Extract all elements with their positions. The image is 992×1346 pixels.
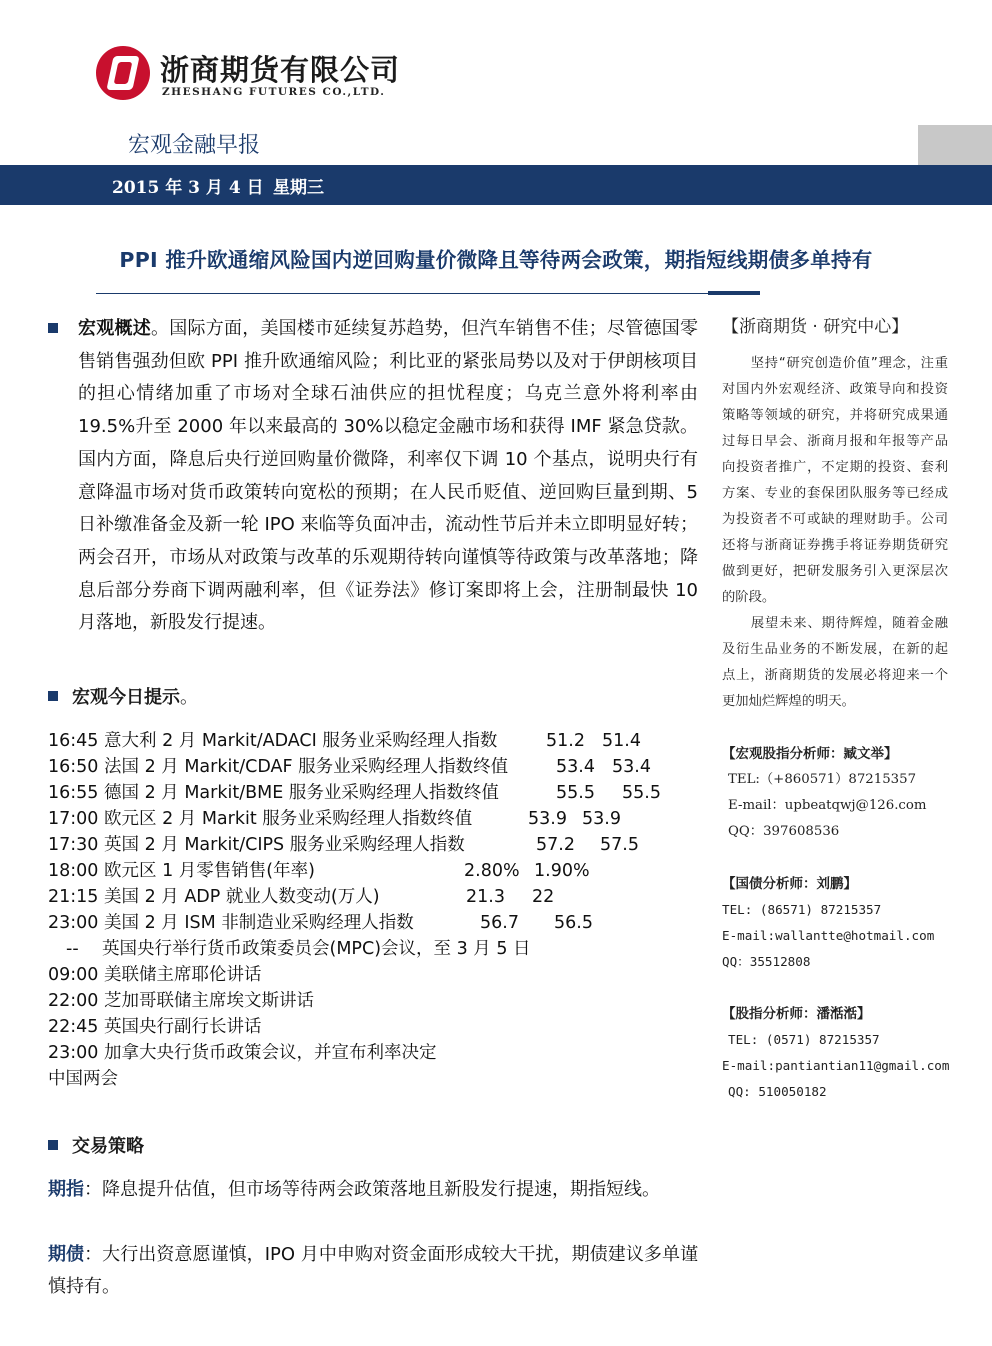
analyst-email[interactable]: E-mail:wallantte@hotmail.com bbox=[722, 928, 935, 943]
event-row bbox=[48, 962, 708, 988]
futures-index-label: 期指 bbox=[48, 1179, 84, 1200]
strategy-bond bbox=[48, 1239, 698, 1303]
bond-label: 期债 bbox=[48, 1244, 85, 1265]
analyst-tel: TEL:（+860571）87215357 bbox=[728, 772, 917, 787]
report-date: 2015 年 3 月 4 日 bbox=[112, 178, 264, 198]
event-forecast-value: 51.4 bbox=[602, 731, 641, 751]
event-previous-value: 56.7 bbox=[480, 913, 519, 933]
event-time: 17:00 bbox=[48, 809, 99, 829]
event-row bbox=[48, 988, 708, 1014]
event-time: 21:15 bbox=[48, 887, 99, 907]
event-forecast-value: 53.4 bbox=[612, 757, 651, 777]
sidebar-intro-text-1: 坚持“研究创造价值”理念，注重对国内外宏观经济、政策导向和投资策略等领域的研究，并将研究成果通过每日早会、浙商月报和年报等产品向投资者推广，不定期的投资、套利方案、专业的套保团队服务等已经成为投资者不可或缺的理财助手。公司还将与浙商证券携手将证券期货研究做到更好，把研发服务引入更深层次的阶段。 bbox=[722, 356, 948, 605]
event-forecast-value: 57.5 bbox=[600, 835, 639, 855]
analyst-role: 【股指分析师：潘湉湉】 bbox=[722, 1006, 871, 1022]
analyst-tel: TEL: (86571) 87215357 bbox=[722, 902, 882, 917]
event-description: 欧元区 1 月零售销售(年率) bbox=[104, 861, 315, 881]
event-row bbox=[48, 936, 708, 962]
today-section-heading bbox=[48, 683, 198, 709]
event-time: 16:50 bbox=[48, 757, 99, 777]
sidebar-intro-text-2: 展望未来、期待辉煌，随着金融及衍生品业务的不断发展，在新的起点上，浙商期货的发展必将迎来一个更加灿烂辉煌的明天。 bbox=[722, 616, 948, 709]
strategy-futures-index bbox=[48, 1174, 698, 1206]
strategy-section-heading bbox=[48, 1132, 144, 1158]
overview-label: 宏观概述 bbox=[78, 318, 151, 339]
macro-overview bbox=[78, 313, 698, 640]
event-description: 美国 2 月 ADP 就业人数变动(万人) bbox=[104, 887, 380, 907]
event-row bbox=[48, 884, 708, 910]
event-description: 美联储主席耶伦讲话 bbox=[104, 965, 262, 985]
event-row bbox=[48, 1014, 708, 1040]
event-previous-value: 53.4 bbox=[556, 757, 595, 777]
today-label: 宏观今日提示 bbox=[72, 687, 180, 708]
analyst-qq: QQ：35512808 bbox=[722, 954, 811, 969]
event-previous-value: 53.9 bbox=[528, 809, 567, 829]
event-description: 英国央行副行长讲话 bbox=[104, 1017, 262, 1037]
event-description: 意大利 2 月 Markit/ADACI 服务业采购经理人指数 bbox=[104, 731, 498, 751]
event-row bbox=[48, 910, 708, 936]
event-description: 芝加哥联储主席埃文斯讲话 bbox=[104, 991, 314, 1011]
event-list bbox=[48, 728, 708, 1092]
event-time: 09:00 bbox=[48, 965, 99, 985]
event-row bbox=[48, 1066, 708, 1092]
bullet-square-icon bbox=[48, 691, 58, 701]
event-previous-value: 55.5 bbox=[556, 783, 595, 803]
analyst-qq: QQ: 510050182 bbox=[728, 1084, 827, 1099]
event-description: 德国 2 月 Markit/BME 服务业采购经理人指数终值 bbox=[104, 783, 499, 803]
event-row bbox=[48, 858, 708, 884]
event-forecast-value: 1.90% bbox=[534, 861, 590, 881]
event-time: 23:00 bbox=[48, 913, 99, 933]
event-row bbox=[48, 806, 708, 832]
company-name-en: ZHESHANG FUTURES CO.,LTD. bbox=[162, 86, 386, 98]
overview-text: 。国际方面，美国楼市延续复苏趋势，但汽车销售不佳；尽管德国零售销售强劲但欧 PPI 推升欧通缩风险；利比亚的紧张局势以及对于伊朗核项目的担心情绪加重了市场对全球石油供应的担忧程度；乌克兰意外将利率由 19.5%升至 2000 年以来最高的 30%以稳定金融市场和获得 IMF 紧急贷款。国内方面，降息后央行逆回购量价微降，利率仅下调 10 个基点，说明央行有意降温市场对货币政策转向宽松的预期；在人民币贬值、逆回购巨量到期、5 日补缴准备金及新一轮 IPO 来临等负面冲击，流动性节后并未立即明显好转；两会召开，市场从对政策与改革的乐观期待转向谨慎等待政策与改革落地；降息后部分券商下调两融利率，但《证券法》修订案即将上会，注册制最快 10 月落地，新股发行提速。 bbox=[78, 318, 699, 634]
event-time: 22:45 bbox=[48, 1017, 99, 1037]
sidebar-title: 【浙商期货 · 研究中心】 bbox=[722, 317, 909, 337]
title-divider-accent bbox=[708, 291, 760, 295]
event-previous-value: 21.3 bbox=[466, 887, 505, 907]
event-forecast-value: 56.5 bbox=[554, 913, 593, 933]
event-time: 16:55 bbox=[48, 783, 99, 803]
analyst-card-index bbox=[722, 1001, 962, 1105]
today-label-suffix: 。 bbox=[180, 687, 198, 708]
event-description: 欧元区 2 月 Markit 服务业采购经理人指数终值 bbox=[104, 809, 473, 829]
event-time: 23:00 bbox=[48, 1043, 99, 1063]
event-time: 16:45 bbox=[48, 731, 99, 751]
company-name-cn: 浙商期货有限公司 bbox=[160, 53, 401, 87]
header-decoration bbox=[918, 125, 992, 165]
page-title: PPI 推升欧通缩风险国内逆回购量价微降且等待两会政策，期指短线期债多单持有 bbox=[119, 248, 873, 272]
event-description: 中国两会 bbox=[48, 1069, 118, 1089]
event-previous-value: 2.80% bbox=[464, 861, 520, 881]
event-row bbox=[48, 780, 708, 806]
event-row bbox=[48, 754, 708, 780]
event-row bbox=[48, 832, 708, 858]
analyst-email[interactable]: E-mail:pantiantian11@gmail.com bbox=[722, 1058, 950, 1073]
event-row bbox=[48, 1040, 708, 1066]
event-forecast-value: 22 bbox=[532, 887, 555, 907]
sidebar-intro-paragraph-2 bbox=[722, 611, 948, 715]
bullet-square-icon bbox=[48, 1140, 58, 1150]
event-description: 英国 2 月 Markit/CIPS 服务业采购经理人指数 bbox=[104, 835, 465, 855]
title-divider bbox=[96, 293, 708, 294]
analyst-card-macro bbox=[722, 741, 962, 845]
company-logo bbox=[96, 46, 150, 100]
report-weekday: 星期三 bbox=[273, 178, 324, 198]
event-time: 17:30 bbox=[48, 835, 99, 855]
futures-index-text: ：降息提升估值，但市场等待两会政策落地且新股发行提速，期指短线。 bbox=[84, 1179, 660, 1200]
event-description: 加拿大央行货币政策会议，并宣布利率决定 bbox=[104, 1043, 437, 1063]
bullet-square-icon bbox=[48, 323, 58, 333]
analyst-tel: TEL: (0571) 87215357 bbox=[728, 1032, 880, 1047]
event-time: -- bbox=[66, 939, 79, 959]
analyst-card-bond bbox=[722, 871, 962, 975]
event-time: 18:00 bbox=[48, 861, 99, 881]
report-type: 宏观金融早报 bbox=[128, 133, 261, 158]
analyst-email[interactable]: E-mail：upbeatqwj@126.com bbox=[728, 798, 927, 813]
strategy-label: 交易策略 bbox=[72, 1136, 144, 1157]
event-description: 美国 2 月 ISM 非制造业采购经理人指数 bbox=[104, 913, 414, 933]
event-time: 22:00 bbox=[48, 991, 99, 1011]
event-previous-value: 57.2 bbox=[536, 835, 575, 855]
event-forecast-value: 53.9 bbox=[582, 809, 621, 829]
bond-text: ：大行出资意愿谨慎，IPO 月中申购对资金面形成较大干扰，期债建议多单谨慎持有。 bbox=[48, 1244, 698, 1297]
analyst-qq: QQ：397608536 bbox=[728, 824, 840, 839]
analyst-role: 【国债分析师：刘鹏】 bbox=[722, 876, 857, 892]
sidebar-intro-paragraph-1 bbox=[722, 351, 948, 611]
event-forecast-value: 55.5 bbox=[622, 783, 661, 803]
event-row bbox=[48, 728, 708, 754]
event-description: 英国央行举行货币政策委员会(MPC)会议，至 3 月 5 日 bbox=[102, 939, 531, 959]
event-previous-value: 51.2 bbox=[546, 731, 585, 751]
analyst-role: 【宏观股指分析师：臧文举】 bbox=[722, 746, 898, 762]
event-description: 法国 2 月 Markit/CDAF 服务业采购经理人指数终值 bbox=[104, 757, 509, 777]
